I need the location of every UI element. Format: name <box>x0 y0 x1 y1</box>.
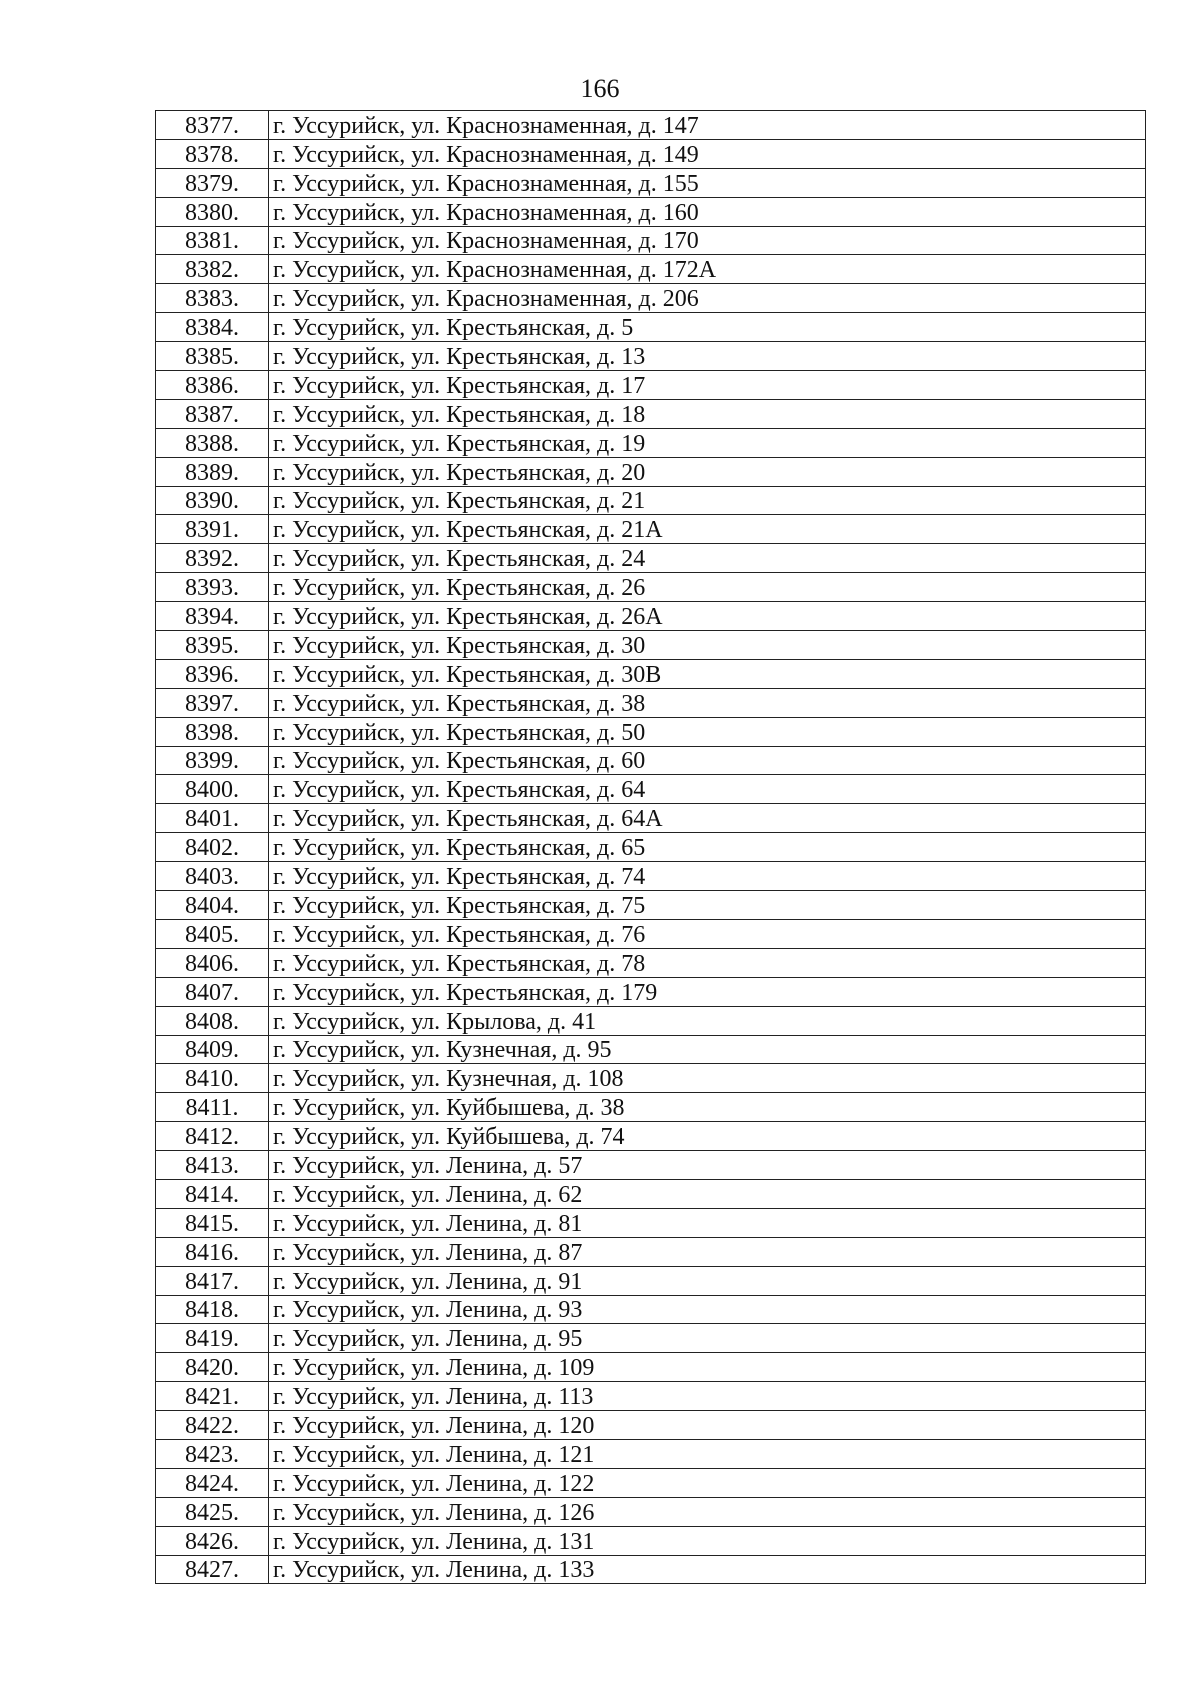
address-cell: г. Уссурийск, ул. Ленина, д. 93 <box>269 1295 1146 1324</box>
address-cell: г. Уссурийск, ул. Крестьянская, д. 78 <box>269 948 1146 977</box>
row-number-cell: 8417. <box>156 1266 269 1295</box>
address-cell: г. Уссурийск, ул. Ленина, д. 109 <box>269 1353 1146 1382</box>
address-cell: г. Уссурийск, ул. Крестьянская, д. 18 <box>269 399 1146 428</box>
address-cell: г. Уссурийск, ул. Крестьянская, д. 65 <box>269 833 1146 862</box>
row-number-cell: 8398. <box>156 717 269 746</box>
address-cell: г. Уссурийск, ул. Крестьянская, д. 30В <box>269 659 1146 688</box>
address-cell: г. Уссурийск, ул. Ленина, д. 120 <box>269 1411 1146 1440</box>
row-number-cell: 8395. <box>156 631 269 660</box>
address-cell: г. Уссурийск, ул. Крестьянская, д. 60 <box>269 746 1146 775</box>
address-cell: г. Уссурийск, ул. Ленина, д. 91 <box>269 1266 1146 1295</box>
row-number-cell: 8391. <box>156 515 269 544</box>
row-number-cell: 8421. <box>156 1382 269 1411</box>
row-number-cell: 8401. <box>156 804 269 833</box>
row-number-cell: 8392. <box>156 544 269 573</box>
table-row <box>156 919 1146 948</box>
row-number-cell: 8409. <box>156 1035 269 1064</box>
address-cell: г. Уссурийск, ул. Крестьянская, д. 21А <box>269 515 1146 544</box>
page-number: 166 <box>580 74 620 103</box>
address-cell: г. Уссурийск, ул. Крестьянская, д. 179 <box>269 977 1146 1006</box>
table-row <box>156 544 1146 573</box>
address-cell: г. Уссурийск, ул. Крестьянская, д. 20 <box>269 457 1146 486</box>
row-number-cell: 8407. <box>156 977 269 1006</box>
row-number-cell: 8384. <box>156 313 269 342</box>
table-row <box>156 1382 1146 1411</box>
table-row <box>156 139 1146 168</box>
address-cell: г. Уссурийск, ул. Крестьянская, д. 17 <box>269 371 1146 400</box>
row-number-cell: 8408. <box>156 1006 269 1035</box>
address-cell: г. Уссурийск, ул. Крестьянская, д. 5 <box>269 313 1146 342</box>
table-row <box>156 313 1146 342</box>
address-cell: г. Уссурийск, ул. Крестьянская, д. 38 <box>269 688 1146 717</box>
address-cell: г. Уссурийск, ул. Крестьянская, д. 19 <box>269 428 1146 457</box>
address-cell: г. Уссурийск, ул. Ленина, д. 87 <box>269 1237 1146 1266</box>
row-number-cell: 8412. <box>156 1122 269 1151</box>
address-cell: г. Уссурийск, ул. Крестьянская, д. 21 <box>269 486 1146 515</box>
table-row <box>156 1555 1146 1584</box>
address-table-body <box>156 111 1146 1584</box>
address-cell: г. Уссурийск, ул. Краснознаменная, д. 160 <box>269 197 1146 226</box>
table-row <box>156 948 1146 977</box>
row-number-cell: 8424. <box>156 1468 269 1497</box>
row-number-cell: 8394. <box>156 602 269 631</box>
address-cell: г. Уссурийск, ул. Ленина, д. 95 <box>269 1324 1146 1353</box>
row-number-cell: 8393. <box>156 573 269 602</box>
address-cell: г. Уссурийск, ул. Ленина, д. 122 <box>269 1468 1146 1497</box>
row-number-cell: 8379. <box>156 168 269 197</box>
address-cell: г. Уссурийск, ул. Краснознаменная, д. 170 <box>269 226 1146 255</box>
address-cell: г. Уссурийск, ул. Крылова, д. 41 <box>269 1006 1146 1035</box>
table-row <box>156 197 1146 226</box>
table-row <box>156 1266 1146 1295</box>
table-row <box>156 631 1146 660</box>
row-number-cell: 8404. <box>156 891 269 920</box>
table-row <box>156 717 1146 746</box>
address-cell: г. Уссурийск, ул. Крестьянская, д. 26 <box>269 573 1146 602</box>
address-cell: г. Уссурийск, ул. Ленина, д. 81 <box>269 1208 1146 1237</box>
table-row <box>156 342 1146 371</box>
row-number-cell: 8383. <box>156 284 269 313</box>
row-number-cell: 8382. <box>156 255 269 284</box>
address-cell: г. Уссурийск, ул. Ленина, д. 113 <box>269 1382 1146 1411</box>
table-row <box>156 1035 1146 1064</box>
address-cell: г. Уссурийск, ул. Ленина, д. 62 <box>269 1179 1146 1208</box>
address-cell: г. Уссурийск, ул. Ленина, д. 131 <box>269 1526 1146 1555</box>
row-number-cell: 8410. <box>156 1064 269 1093</box>
address-cell: г. Уссурийск, ул. Крестьянская, д. 74 <box>269 862 1146 891</box>
table-row <box>156 746 1146 775</box>
address-cell: г. Уссурийск, ул. Крестьянская, д. 13 <box>269 342 1146 371</box>
row-number-cell: 8399. <box>156 746 269 775</box>
table-row <box>156 1064 1146 1093</box>
address-cell: г. Уссурийск, ул. Крестьянская, д. 50 <box>269 717 1146 746</box>
address-cell: г. Уссурийск, ул. Краснознаменная, д. 149 <box>269 139 1146 168</box>
row-number-cell: 8378. <box>156 139 269 168</box>
table-row <box>156 1411 1146 1440</box>
row-number-cell: 8387. <box>156 399 269 428</box>
table-row <box>156 1237 1146 1266</box>
row-number-cell: 8396. <box>156 659 269 688</box>
table-row <box>156 111 1146 140</box>
address-cell: г. Уссурийск, ул. Ленина, д. 126 <box>269 1497 1146 1526</box>
table-row <box>156 255 1146 284</box>
table-row <box>156 1353 1146 1382</box>
row-number-cell: 8416. <box>156 1237 269 1266</box>
address-cell: г. Уссурийск, ул. Краснознаменная, д. 155 <box>269 168 1146 197</box>
address-cell: г. Уссурийск, ул. Ленина, д. 121 <box>269 1439 1146 1468</box>
row-number-cell: 8427. <box>156 1555 269 1584</box>
table-row <box>156 486 1146 515</box>
row-number-cell: 8426. <box>156 1526 269 1555</box>
table-row <box>156 1179 1146 1208</box>
address-cell: г. Уссурийск, ул. Ленина, д. 133 <box>269 1555 1146 1584</box>
row-number-cell: 8377. <box>156 111 269 140</box>
address-cell: г. Уссурийск, ул. Крестьянская, д. 24 <box>269 544 1146 573</box>
table-row <box>156 1122 1146 1151</box>
row-number-cell: 8415. <box>156 1208 269 1237</box>
table-row <box>156 1526 1146 1555</box>
table-row <box>156 1497 1146 1526</box>
table-row <box>156 399 1146 428</box>
address-cell: г. Уссурийск, ул. Краснознаменная, д. 206 <box>269 284 1146 313</box>
address-cell: г. Уссурийск, ул. Крестьянская, д. 76 <box>269 919 1146 948</box>
row-number-cell: 8406. <box>156 948 269 977</box>
row-number-cell: 8381. <box>156 226 269 255</box>
address-cell: г. Уссурийск, ул. Краснознаменная, д. 172А <box>269 255 1146 284</box>
address-cell: г. Уссурийск, ул. Краснознаменная, д. 147 <box>269 111 1146 140</box>
table-row <box>156 1208 1146 1237</box>
row-number-cell: 8423. <box>156 1439 269 1468</box>
row-number-cell: 8419. <box>156 1324 269 1353</box>
row-number-cell: 8413. <box>156 1151 269 1180</box>
table-row <box>156 1006 1146 1035</box>
table-row <box>156 168 1146 197</box>
address-cell: г. Уссурийск, ул. Ленина, д. 57 <box>269 1151 1146 1180</box>
table-row <box>156 428 1146 457</box>
table-row <box>156 573 1146 602</box>
table-row <box>156 515 1146 544</box>
address-cell: г. Уссурийск, ул. Крестьянская, д. 75 <box>269 891 1146 920</box>
row-number-cell: 8414. <box>156 1179 269 1208</box>
table-row <box>156 1093 1146 1122</box>
row-number-cell: 8400. <box>156 775 269 804</box>
address-cell: г. Уссурийск, ул. Кузнечная, д. 95 <box>269 1035 1146 1064</box>
row-number-cell: 8402. <box>156 833 269 862</box>
address-cell: г. Уссурийск, ул. Куйбышева, д. 74 <box>269 1122 1146 1151</box>
table-row <box>156 833 1146 862</box>
table-row <box>156 226 1146 255</box>
address-cell: г. Уссурийск, ул. Крестьянская, д. 30 <box>269 631 1146 660</box>
row-number-cell: 8420. <box>156 1353 269 1382</box>
row-number-cell: 8411. <box>156 1093 269 1122</box>
table-row <box>156 457 1146 486</box>
row-number-cell: 8425. <box>156 1497 269 1526</box>
address-cell: г. Уссурийск, ул. Крестьянская, д. 26А <box>269 602 1146 631</box>
row-number-cell: 8389. <box>156 457 269 486</box>
table-row <box>156 284 1146 313</box>
address-cell: г. Уссурийск, ул. Кузнечная, д. 108 <box>269 1064 1146 1093</box>
table-row <box>156 1295 1146 1324</box>
table-row <box>156 804 1146 833</box>
table-row <box>156 659 1146 688</box>
address-cell: г. Уссурийск, ул. Крестьянская, д. 64А <box>269 804 1146 833</box>
row-number-cell: 8386. <box>156 371 269 400</box>
table-row <box>156 1151 1146 1180</box>
table-row <box>156 775 1146 804</box>
table-row <box>156 862 1146 891</box>
address-table <box>155 110 1146 1584</box>
row-number-cell: 8422. <box>156 1411 269 1440</box>
row-number-cell: 8405. <box>156 919 269 948</box>
table-row <box>156 1439 1146 1468</box>
table-row <box>156 688 1146 717</box>
row-number-cell: 8403. <box>156 862 269 891</box>
row-number-cell: 8390. <box>156 486 269 515</box>
row-number-cell: 8397. <box>156 688 269 717</box>
row-number-cell: 8388. <box>156 428 269 457</box>
table-row <box>156 1324 1146 1353</box>
table-row <box>156 602 1146 631</box>
row-number-cell: 8380. <box>156 197 269 226</box>
address-cell: г. Уссурийск, ул. Куйбышева, д. 38 <box>269 1093 1146 1122</box>
table-row <box>156 1468 1146 1497</box>
table-row <box>156 891 1146 920</box>
address-cell: г. Уссурийск, ул. Крестьянская, д. 64 <box>269 775 1146 804</box>
row-number-cell: 8418. <box>156 1295 269 1324</box>
table-row <box>156 371 1146 400</box>
table-row <box>156 977 1146 1006</box>
row-number-cell: 8385. <box>156 342 269 371</box>
